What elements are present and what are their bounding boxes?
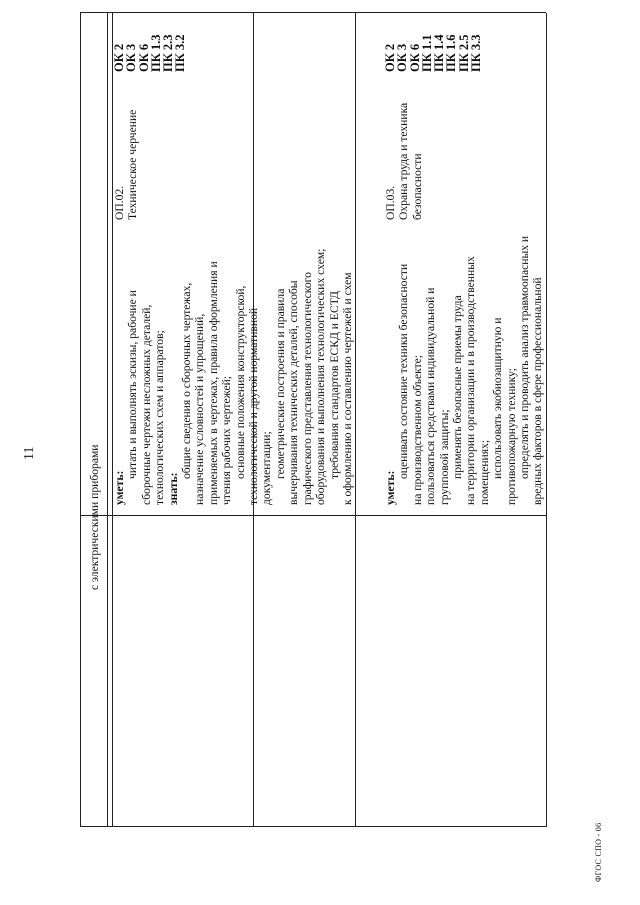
discipline-code: ОП.02.: [113, 185, 126, 220]
content-line: оборудования и выполнения технологических схем;: [314, 248, 328, 505]
footer-standard-code: ФГОС СПО - 06: [594, 822, 603, 882]
competency-code: ОК 3: [395, 43, 410, 72]
competency-code: ОК 6: [407, 43, 422, 72]
table-bottom-border: [546, 13, 547, 827]
row-separator: [80, 515, 546, 516]
content-line: графического представления технологического: [300, 272, 314, 505]
content-line: оценивать состояние техники безопасности: [397, 263, 411, 479]
content-line: основные положения конструкторской,: [233, 285, 247, 479]
content-line: сборочные чертежи несложных деталей,: [139, 304, 153, 505]
discipline-code: ОП.03.: [384, 185, 397, 220]
row2-content: [384, 236, 545, 505]
row1-competencies: [113, 34, 187, 72]
discipline-title: Техническое черчение: [126, 109, 140, 220]
competency-code: ОК 2: [383, 43, 397, 72]
table-row-divider: [107, 13, 108, 827]
table-top-border: [80, 13, 81, 827]
competency-code: ОК 6: [136, 43, 151, 72]
content-line: документации;: [260, 431, 274, 505]
competency-code: ОК 3: [124, 43, 139, 72]
competency-code: ПК 1.3: [148, 34, 163, 72]
competency-code: ПК 1.6: [444, 34, 459, 72]
content-line: назначение условностей и упрощений,: [193, 313, 207, 505]
content-line: общие сведения о сборочных чертежах,: [180, 282, 194, 479]
competency-code: ПК 2.5: [456, 34, 471, 72]
content-line: уметь:: [113, 470, 126, 505]
competency-code: ПК 2.3: [161, 34, 176, 72]
content-line: знать:: [166, 472, 180, 505]
competency-code: ПК 3.2: [173, 34, 188, 72]
content-line: применяемых в чертежах, правила оформления и: [206, 261, 220, 505]
content-line: чтения рабочих чертежей;: [220, 375, 234, 505]
content-line: технологической и другой нормативной: [247, 307, 261, 505]
content-line: использовать экобиозащитную и: [491, 317, 505, 479]
content-line: вредных факторов в сфере профессиональной: [531, 277, 545, 505]
competency-code: ПК 1.4: [432, 34, 447, 72]
row1-content: [113, 249, 354, 505]
content-line: читать и выполнять эскизы, рабочие и: [126, 290, 140, 479]
table-right-border: [80, 12, 546, 13]
content-line: технологических схем и аппаратов;: [153, 330, 167, 505]
page-number: 11: [22, 446, 37, 460]
row2-competencies: [384, 34, 482, 72]
content-line: помещениях;: [477, 439, 491, 505]
continuation-text: с электрическими приборами: [88, 444, 101, 590]
content-line: вычерчивания технических деталей, способы: [287, 280, 301, 505]
content-line: уметь:: [384, 470, 397, 505]
discipline-title: безопасности: [410, 153, 424, 220]
competency-code: ОК 2: [112, 43, 126, 72]
column-divider-3: [355, 13, 356, 827]
discipline-title: Охрана труда и техника: [397, 102, 411, 220]
content-line: противопожарную технику;: [504, 368, 518, 505]
content-line: определять и проводить анализ травмоопасных и: [518, 235, 532, 479]
content-line: групповой защиты;: [437, 409, 451, 505]
column-line: [80, 826, 546, 827]
content-line: на территории организации и в производственных: [464, 256, 478, 505]
row1-discipline: [113, 110, 140, 220]
content-line: к оформлению и составлению чертежей и схем: [340, 272, 354, 505]
competency-code: ПК 1.1: [419, 34, 434, 72]
content-line: на производственном объекте;: [410, 354, 424, 505]
content-line: требования стандартов ЕСКД и ЕСТД: [327, 291, 341, 479]
content-line: геометрические построения и правила: [273, 288, 287, 479]
competency-code: ПК 3.3: [469, 34, 484, 72]
content-line: пользоваться средствами индивидуальной и: [424, 287, 438, 505]
row2-discipline: [384, 103, 424, 220]
content-line: применять безопасные приемы труда: [451, 295, 465, 479]
